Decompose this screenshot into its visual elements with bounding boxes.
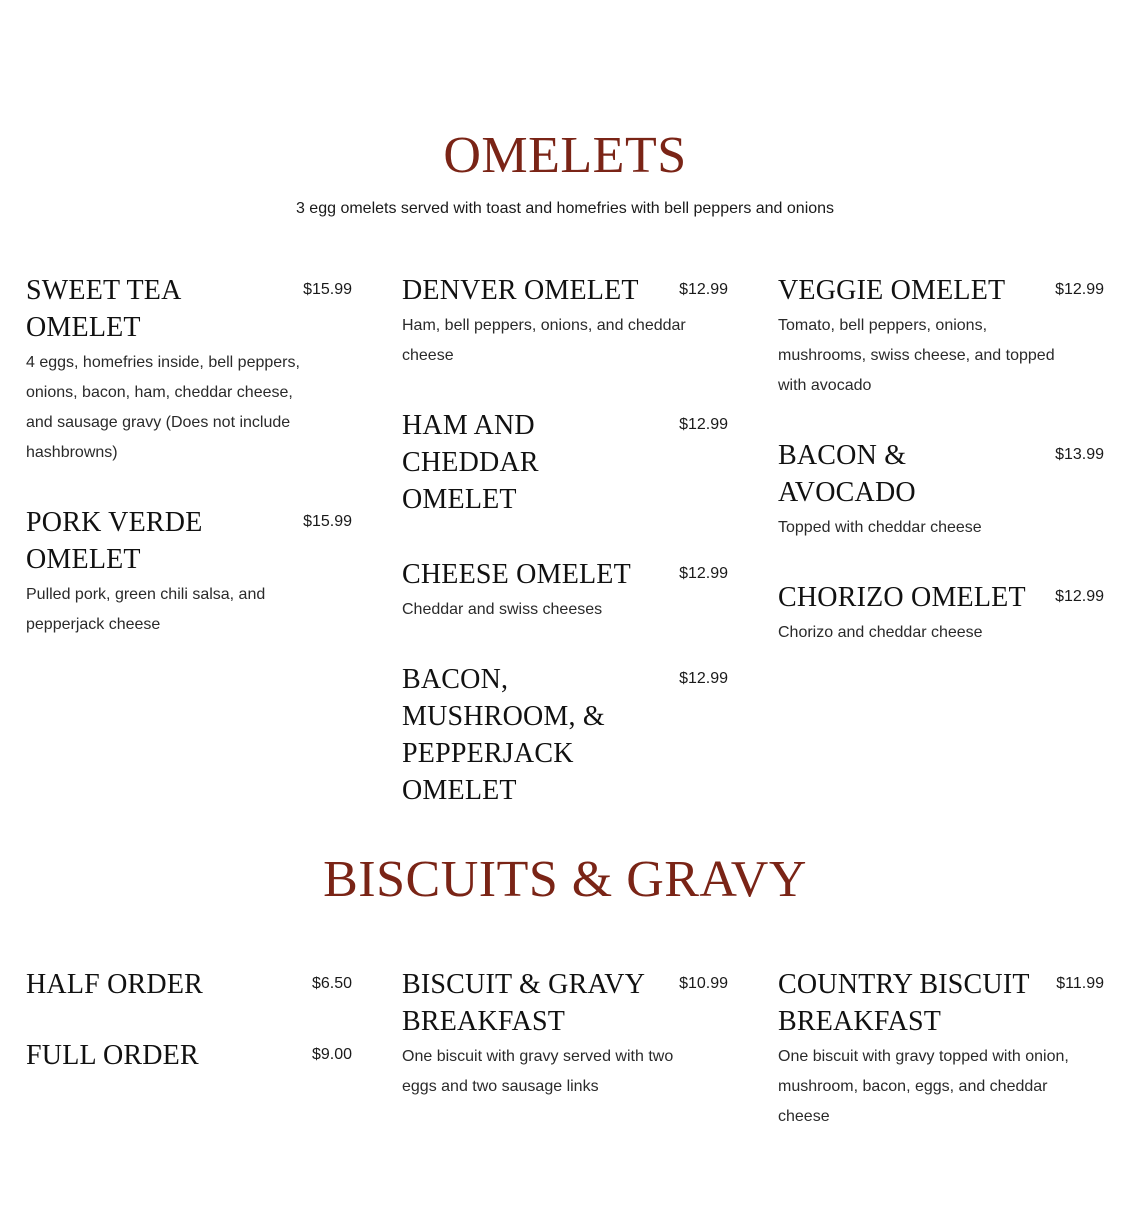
biscuits-column-1 [26, 966, 352, 1110]
item-description: Ham, bell peppers, onions, and cheddar cheese [402, 317, 686, 364]
item-name: FULL ORDER [26, 1040, 199, 1071]
item-name: BACON & AVOCADO [778, 440, 916, 508]
item-description: Chorizo and cheddar cheese [778, 624, 983, 641]
item-name: CHEESE OMELET [402, 559, 631, 590]
item-name: HALF ORDER [26, 969, 204, 1000]
item-name: SWEET TEA OMELET [26, 275, 180, 343]
item-price: $12.99 [1055, 588, 1104, 605]
biscuits-column-3 [778, 966, 1104, 1168]
menu-item [402, 407, 728, 518]
menu-item [778, 966, 1104, 1132]
item-description: One biscuit with gravy served with two eggs and two sausage links [402, 1048, 674, 1095]
item-description: Pulled pork, green chili salsa, and pepperjack cheese [26, 586, 266, 633]
item-price: $12.99 [679, 416, 728, 433]
menu-item [402, 966, 728, 1102]
item-price: $13.99 [1055, 446, 1104, 463]
item-price: $6.50 [311, 975, 352, 992]
menu-item [778, 579, 1104, 648]
menu-item [402, 556, 728, 625]
item-price: $15.99 [303, 281, 352, 298]
omelets-column-1 [26, 272, 352, 676]
item-name: DENVER OMELET [402, 275, 639, 306]
item-name: VEGGIE OMELET [778, 275, 1006, 306]
omelets-column-2 [402, 272, 728, 845]
menu-item [778, 272, 1104, 401]
menu-item [26, 272, 352, 468]
item-name: BISCUIT & GRAVY BREAKFAST [402, 969, 645, 1037]
menu-item [26, 504, 352, 640]
item-description: One biscuit with gravy topped with onion, mushroom, bacon, eggs, and cheddar cheese [778, 1048, 1069, 1125]
item-price: $12.99 [679, 670, 728, 687]
item-description: Tomato, bell peppers, onions, mushrooms, swiss cheese, and topped with avocado [778, 317, 1055, 394]
item-description: 4 eggs, homefries inside, bell peppers, onions, bacon, ham, cheddar cheese, and sausage gravy (Does not include hashbrowns) [26, 354, 300, 461]
menu-item [26, 966, 352, 1003]
item-price: $9.00 [311, 1046, 352, 1063]
item-description: Cheddar and swiss cheeses [402, 601, 603, 618]
menu-item [26, 1037, 352, 1074]
section-title-biscuits: BISCUITS & GRAVY [323, 851, 807, 908]
item-name: PORK VERDE OMELET [26, 507, 203, 575]
item-price: $12.99 [679, 565, 728, 582]
item-name: HAM AND CHEDDAR OMELET [402, 410, 539, 515]
biscuits-section [0, 780, 1130, 1208]
item-name: CHORIZO OMELET [778, 582, 1026, 613]
item-price: $12.99 [679, 281, 728, 298]
menu-item [778, 437, 1104, 543]
omelets-column-3 [778, 272, 1104, 684]
section-title-omelets: OMELETS [443, 127, 687, 184]
item-price: $10.99 [679, 975, 728, 992]
item-name: BACON, MUSHROOM, & PEPPERJACK OMELET [402, 664, 605, 806]
item-price: $11.99 [1056, 975, 1104, 992]
section-subtitle-omelets: 3 egg omelets served with toast and homefries with bell peppers and onions [295, 200, 835, 217]
item-description: Topped with cheddar cheese [778, 519, 982, 536]
item-name: COUNTRY BISCUIT BREAKFAST [778, 969, 1030, 1037]
item-price: $12.99 [1055, 281, 1104, 298]
menu-item [402, 272, 728, 371]
biscuits-column-2 [402, 966, 728, 1138]
item-price: $15.99 [303, 513, 352, 530]
